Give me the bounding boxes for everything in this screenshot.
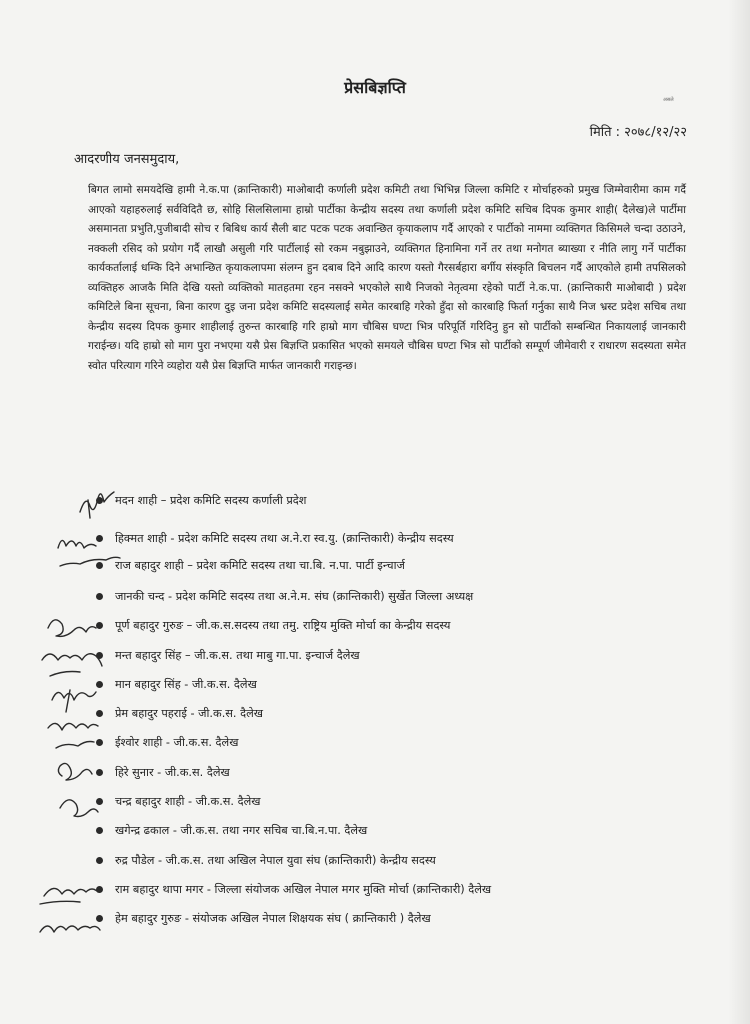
list-item bbox=[96, 880, 491, 898]
list-item bbox=[96, 556, 405, 574]
bullet-dot-icon bbox=[96, 681, 103, 688]
bullet-dot-icon bbox=[96, 886, 103, 893]
signatory-text: मदन शाही – प्रदेश कमिटि सदस्य कर्णाली प्रदेश bbox=[115, 493, 307, 507]
list-item bbox=[96, 821, 367, 839]
bullet-dot-icon bbox=[96, 497, 103, 504]
signatory-text: रुद्र पौडेल - जी.क.स. तथा अखिल नेपाल युवा संघ (क्रान्तिकारी) केन्द्रीय सदस्य bbox=[115, 853, 436, 867]
signatory-text: राम बहादुर थापा मगर - जिल्ला संयोजक अखिल नेपाल मगर मुक्ति मोर्चा (क्रान्तिकारी) दैलेख bbox=[115, 882, 492, 896]
bullet-dot-icon bbox=[96, 622, 103, 629]
list-item bbox=[96, 616, 450, 634]
signatory-text: हिक्मत शाही - प्रदेश कमिटि सदस्य तथा अ.ने.रा स्व.यु. (क्रान्तिकारी) केन्द्रीय सदस्य bbox=[115, 531, 454, 545]
list-item bbox=[96, 529, 454, 547]
list-item bbox=[96, 704, 263, 722]
list-item bbox=[96, 675, 257, 693]
signatory-text: प्रेम बहादुर पहराई - जी.क.स. दैलेख bbox=[115, 706, 264, 720]
bullet-dot-icon bbox=[96, 769, 103, 776]
bullet-dot-icon bbox=[96, 798, 103, 805]
signatory-text: हिरे सुनार - जी.क.स. दैलेख bbox=[115, 765, 230, 779]
signatory-text: हेम बहादुर गुरुङ - संयोजक अखिल नेपाल शिक्षयक संघ ( क्रान्तिकारी ) दैलेख bbox=[115, 911, 431, 925]
signatory-text: चन्द्र बहादुर शाही - जी.क.स. दैलेख bbox=[115, 794, 261, 808]
signatory-text: पूर्ण बहादुर गुरुङ – जी.क.स.सदस्य तथा तमु. राष्ट्रिय मुक्ति मोर्चा का केन्द्रीय सदस्य bbox=[115, 618, 451, 632]
list-item bbox=[96, 909, 431, 927]
signatory-text: ईश्वोर शाही - जी.क.स. दैलेख bbox=[115, 735, 239, 749]
signatory-text: खगेन्द्र ढकाल - जी.क.स. तथा नगर सचिब चा.बि.न.पा. दैलेख bbox=[115, 823, 368, 837]
bullet-dot-icon bbox=[96, 915, 103, 922]
bullet-dot-icon bbox=[96, 857, 103, 864]
bullet-dot-icon bbox=[96, 827, 103, 834]
signatory-text: राज बहादुर शाही – प्रदेश कमिटि सदस्य तथा चा.बि. न.पा. पार्टी इन्चार्ज bbox=[115, 558, 405, 572]
list-item bbox=[96, 733, 238, 751]
list-item bbox=[96, 851, 436, 869]
corner-mark: असले bbox=[663, 97, 674, 103]
list-item bbox=[96, 763, 230, 781]
bullet-dot-icon bbox=[96, 710, 103, 717]
signatory-text: जानकी चन्द - प्रदेश कमिटि सदस्य तथा अ.ने.म. संघ (क्रान्तिकारी) सुर्खेत जिल्ला अध्यक्ष bbox=[115, 589, 474, 603]
bullet-dot-icon bbox=[96, 739, 103, 746]
bullet-dot-icon bbox=[96, 652, 103, 659]
document-title: प्रेसबिज्ञप्ति bbox=[344, 78, 406, 97]
signatory-text: मन्त बहादुर सिंह – जी.क.स. तथा माबु गा.पा. इन्चार्ज दैलेख bbox=[115, 648, 360, 662]
list-item bbox=[96, 646, 360, 664]
list-item bbox=[96, 587, 473, 605]
bullet-dot-icon bbox=[96, 593, 103, 600]
list-item bbox=[96, 792, 261, 810]
bullet-dot-icon bbox=[96, 535, 103, 542]
bullet-dot-icon bbox=[96, 562, 103, 569]
body-paragraph: बिगत लामो समयदेखि हामी ने.क.पा (क्रान्तिकारी) माओबादी कर्णाली प्रदेश कमिटी तथा भिभिन्न जिल्ला कमिटि र मोर्चाहरुको प्रमुख जिम्मेवारीमा काम गर्दै आएको यहाहरुलाई सर्वविदितै छ, सोहि सिलसिलामा हाम्रो पार्टीका केन्द्रीय सदस्य तथा कर्णाली प्रदेश कमिटि सचिब दिपक कुमार शाही( दैलेख)ले पार्टीमा असमानता प्रभुति,पुजीबादी सोच र बिबिध कार्य सैली बाट पटक पटक अवान्छित कृयाकलाप गर्दै आएको र पार्टीको नाममा व्यक्तिगत किसिमले चन्दा उठाउने, नक्कली रसिद को प्रयोग गर्दै लाखौ असुली गरि पार्टीलाई सो रकम नबुझाउने, व्यक्तिगत हिनामिना गर्ने तर तथा मनोगत ब्याख्या र नीति लागु गर्ने पार्टीका कार्यकर्तालाई धम्कि दिने अभान्छित कृयाकलापमा संलग्न हुन दबाब दिने आदि कारण यस्तो गैरसर्बहारा बर्गीय संस्कृति बिचलन गर्दै आएकोले हामी तपसिलको व्यक्तिहरु आजकै मिति देखि यस्तो व्यक्तिको मातहतमा रहन नसक्ने भएकोले साथै निजको नेतृत्वमा रहेको पार्टी ने.क.पा. (क्रान्तिकारी माओबादी ) प्रदेश कमिटिले बिना सूचना, बिना कारण दुइ जना प्रदेश कमिटि सदस्यलाई समेत कारबाहि गरेको हुँदा सो कारबाहि फिर्ता गर्नुका साथै निज भ्रस्ट प्रदेश सचिब तथा केन्द्रीय सदस्य दिपक कुमार शाहीलाई तुरुन्त कारबाहि गरि हाम्रो माग चौबिस घण्टा भित्र परिपूर्ति गरिदिनु हुन सो पार्टीको सम्बन्धित निकायलाई जानकारी गराईन्छ। यदि हाम्रो सो माग पुरा नभएमा यसै प्रेस बिज्ञप्ति प्रकासित भएको समयले चौबिस घण्टा भित्र सो पार्टीको सम्पूर्ण जीमेवारी र राधारण सदस्यता समेत स्वोत परित्याग गरिने व्यहोरा यसै प्रेस बिज्ञप्ति मार्फत जानकारी गराइन्छ। bbox=[88, 184, 686, 372]
salutation: आदरणीय जनसमुदाय, bbox=[74, 152, 180, 167]
list-item bbox=[96, 491, 306, 509]
document-date: मिति : २०७८/१२/२२ bbox=[589, 125, 687, 140]
signatory-text: मान बहादुर सिंह - जी.क.स. दैलेख bbox=[115, 677, 257, 691]
